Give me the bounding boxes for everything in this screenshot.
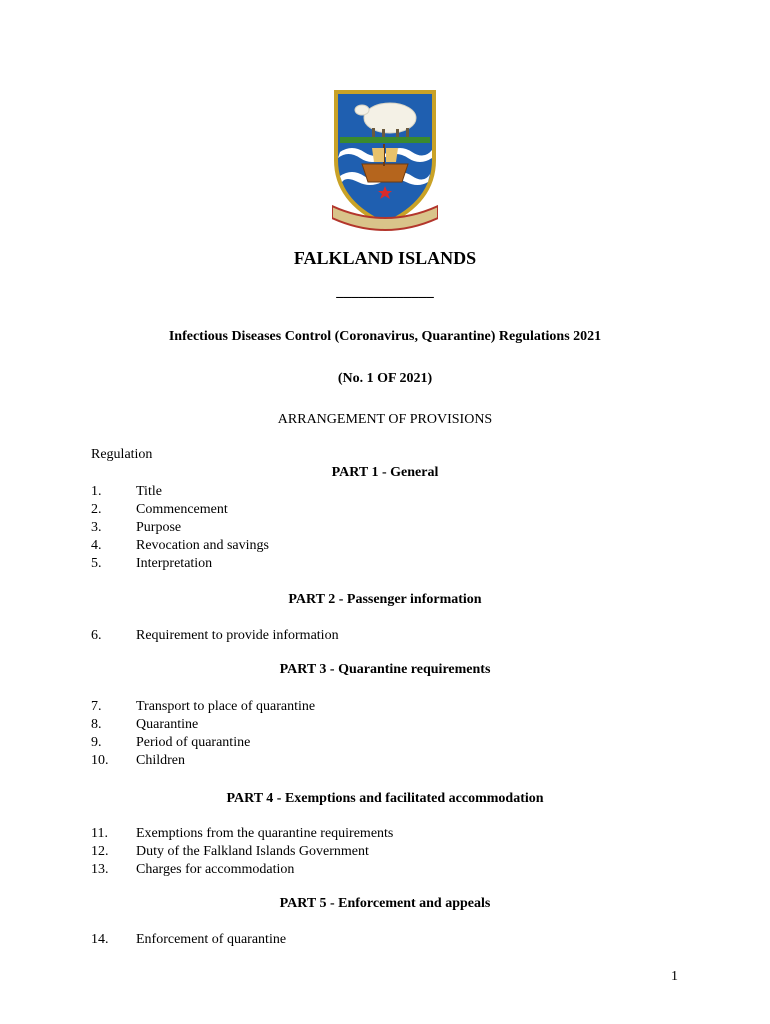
regulations-title: Infectious Diseases Control (Coronavirus, Quarantine) Regulations 2021 xyxy=(168,329,602,344)
item-label: Children xyxy=(136,753,185,768)
item-number: 8. xyxy=(91,717,102,732)
item-number: 11. xyxy=(91,826,108,841)
item-number: 12. xyxy=(91,844,109,859)
page-number: 1 xyxy=(671,969,678,984)
part-heading: PART 3 - Quarantine requirements xyxy=(279,662,491,677)
item-label: Duty of the Falkland Islands Government xyxy=(136,844,369,859)
item-label: Exemptions from the quarantine requirements xyxy=(136,826,394,841)
item-label: Interpretation xyxy=(136,556,213,571)
coat-of-arms-logo xyxy=(332,90,438,232)
item-number: 5. xyxy=(91,556,102,571)
item-number: 14. xyxy=(91,932,109,947)
item-number: 2. xyxy=(91,502,102,517)
regulation-label: Regulation xyxy=(91,447,153,462)
part-heading: PART 5 - Enforcement and appeals xyxy=(279,896,491,911)
heading-rule: _____________ xyxy=(336,284,434,300)
item-number: 9. xyxy=(91,735,102,750)
item-label: Purpose xyxy=(136,520,182,535)
item-label: Enforcement of quarantine xyxy=(136,932,287,947)
part-heading: PART 1 - General xyxy=(331,465,439,480)
item-number: 1. xyxy=(91,484,102,499)
item-number: 6. xyxy=(91,628,102,643)
item-number: 4. xyxy=(91,538,102,553)
item-number: 10. xyxy=(91,753,109,768)
item-label: Requirement to provide information xyxy=(136,628,339,643)
arrangement-heading: ARRANGEMENT OF PROVISIONS xyxy=(277,412,493,427)
part-heading: PART 4 - Exemptions and facilitated accommodation xyxy=(226,791,544,806)
item-label: Title xyxy=(136,484,162,499)
item-label: Revocation and savings xyxy=(136,538,269,553)
item-number: 13. xyxy=(91,862,109,877)
country-heading: FALKLAND ISLANDS xyxy=(293,248,477,268)
item-label: Period of quarantine xyxy=(136,735,251,750)
item-label: Charges for accommodation xyxy=(136,862,295,877)
item-label: Transport to place of quarantine xyxy=(136,699,316,714)
regulations-number: (No. 1 OF 2021) xyxy=(337,371,433,386)
part-heading: PART 2 - Passenger information xyxy=(288,592,482,607)
item-number: 3. xyxy=(91,520,102,535)
item-number: 7. xyxy=(91,699,102,714)
item-label: Quarantine xyxy=(136,717,199,732)
item-label: Commencement xyxy=(136,502,228,517)
